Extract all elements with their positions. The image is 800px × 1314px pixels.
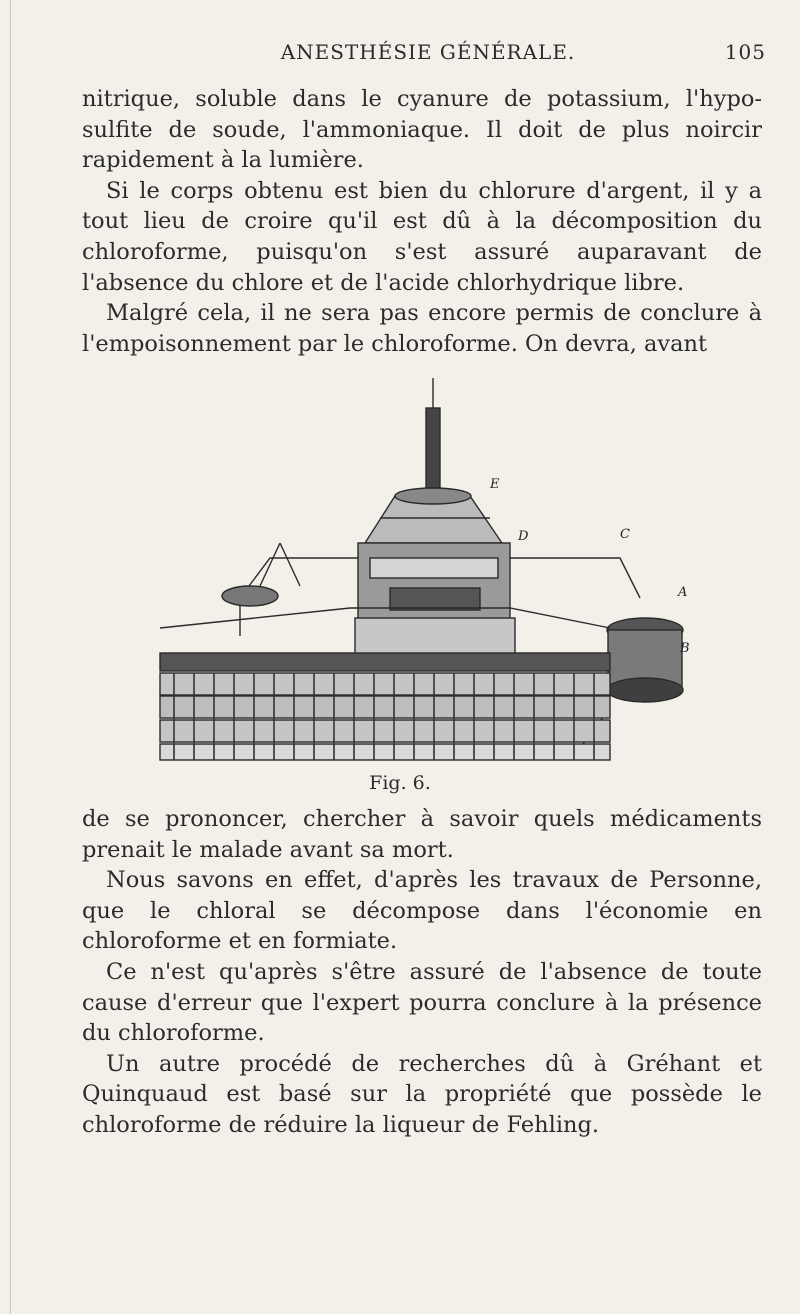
figure-label-a: A — [678, 585, 688, 600]
figure-label-d: D — [518, 529, 529, 544]
figure-label-c: C — [620, 527, 630, 542]
paragraph: nitrique, soluble dans le cyanure de potassium, l'hypo-sulfite de soude, l'ammoniaque. Il doit de plus noircir rapidement à la lumière. — [82, 86, 762, 174]
figure-label-b: B — [680, 641, 690, 656]
text-block-top — [82, 84, 762, 359]
paragraph: Un autre procédé de recherches dû à Gréhant et Quinquaud est basé sur la propriété que possède le chloroforme de réduire la liqueur de Fehling. — [82, 1050, 762, 1138]
paragraph: Si le corps obtenu est bien du chlorure d'argent, il y a tout lieu de croire qu'il est dû à la décomposition du chloroforme, puisqu'on s'est assuré auparavant de l'absence du chlore et de l'acide chlorhydrique libre. — [82, 177, 762, 296]
figure-apparatus — [150, 368, 710, 770]
text-block-bottom — [82, 804, 762, 1141]
figure-label-e: E — [490, 477, 500, 492]
tube-top — [426, 408, 440, 488]
paragraph: Ce n'est qu'après s'être assuré de l'absence de toute cause d'erreur que l'expert pourra conclure à la présence du chloroforme. — [82, 958, 762, 1047]
running-title: ANESTHÉSIE GÉNÉRALE. — [280, 40, 576, 64]
paragraph: Malgré cela, il ne sera pas encore permis de conclure à l'empoisonnement par le chloroforme. On devra, avant — [82, 300, 762, 357]
apparatus-illustration — [150, 368, 710, 770]
paragraph: Nous savons en effet, d'après les travaux de Personne, que le chloral se décompose dans l'économie en chloroforme et en formiate. — [82, 867, 762, 955]
page-number: 105 — [724, 40, 766, 64]
running-head — [90, 40, 766, 72]
page-edge — [10, 0, 11, 1314]
figure-caption: Fig. 6. — [369, 772, 431, 794]
paragraph: de se prononcer, chercher à savoir quels médicaments prenait le malade avant sa mort. — [82, 806, 762, 863]
